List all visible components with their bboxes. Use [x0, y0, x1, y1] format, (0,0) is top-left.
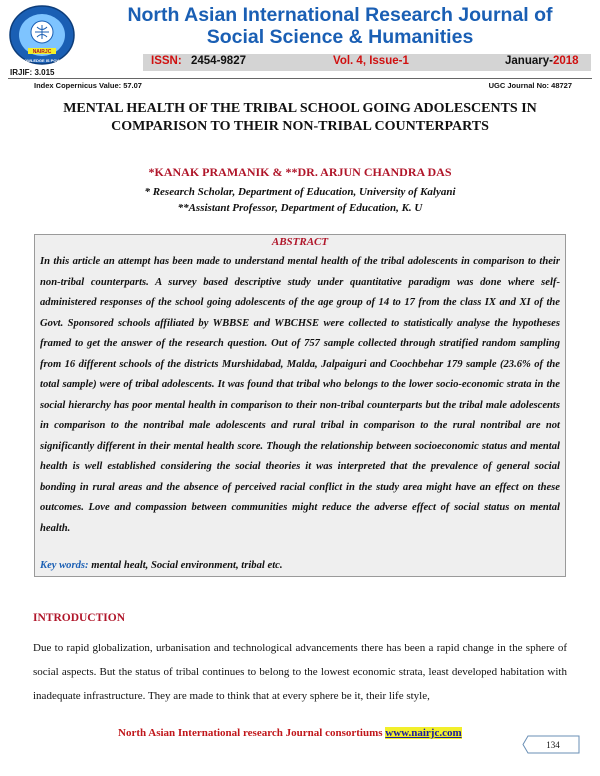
page-number-badge	[522, 733, 580, 755]
svg-text:NAIRJC: NAIRJC	[32, 49, 52, 55]
issue-year: 2018	[552, 55, 579, 67]
issn-value: 2454-9827	[191, 55, 246, 67]
page-number: 134	[546, 740, 560, 750]
journal-title-line1: North Asian International Research Journal of	[127, 4, 553, 26]
keywords-list: mental healt, Social environment, tribal etc.	[88, 560, 283, 571]
volume-issue: Vol. 4, Issue-1	[333, 55, 409, 67]
abstract-text: In this article an attempt has been made to understand mental health of the tribal adolescents in comparison to their non-tribal counterparts. A survey based descriptive study under quantitative paradigm was done where self-administered responses of the school going adolescents of the age group of 14 to 17 from the class IX and XI of the Govt. Sponsored schools affiliated by WBBSE and WBCHSE were collected to statistically analyse the hypotheses framed to get the answer of the research question. Out of 757 sample collected through stratified random sampling from 16 different schools of the districts Murshidabad, Malda, Jalpaiguri and Coochbehar 179 sample (23.6% of the total sample) were of tribal adolescents. It was found that tribal who belongs to the lower socio-economic strata in the social hierarchy has poor mental health in comparison to their non-tribal counterparts but the tribal male adolescents in comparison to the nontribal male adolescents and rural tribal in comparison to the rural nontribal are not significantly different in their mental health score. Though the relationship between socioeconomic status and mental health is well established considering the social theories it was interpreted that the prevalence of general social bonding in rural areas and the absence of perceived racial conflict in the study area might have an effect on these outcomes. Love and compassion between communities might reduce the adverse effect of social status on mental health.	[40, 256, 560, 534]
issn-label: ISSN:	[151, 55, 182, 67]
keywords-label: Key words:	[40, 560, 89, 571]
affiliation-2: **Assistant Professor, Department of Education, K. U	[177, 202, 423, 214]
authors: *KANAK PRAMANIK & **DR. ARJUN CHANDRA DAS	[148, 165, 452, 179]
ugc-journal-no: UGC Journal No: 48727	[488, 81, 572, 90]
svg-text:KNOWLEDGE IS POWER: KNOWLEDGE IS POWER	[18, 58, 66, 63]
footer-text: North Asian International research Journal consortiums	[118, 727, 386, 739]
journal-title	[110, 4, 570, 48]
index-copernicus: Index Copernicus Value: 57.07	[34, 81, 142, 90]
introduction-text: Due to rapid globalization, urbanisation and technological advancements there has been a rapid change in the sphere of social aspects. But the status of tribal continues to belong to the lowest economic strata, least developed habitation with inadequate infrastructure. They are made to think that at every sphere be it, their life style,	[33, 642, 567, 702]
header-divider	[8, 78, 592, 79]
abstract-heading: ABSTRACT	[271, 236, 329, 248]
keywords	[40, 560, 283, 571]
introduction-heading: INTRODUCTION	[33, 612, 126, 624]
paper-title-line2: COMPARISON TO THEIR NON-TRIBAL COUNTERPARTS	[111, 119, 489, 134]
issue-info-bar	[143, 54, 591, 71]
footer-link[interactable]: www.nairjc.com	[385, 727, 462, 739]
irjif-value: IRJIF: 3.015	[10, 68, 55, 77]
issue-date	[505, 55, 579, 67]
affiliation-1: * Research Scholar, Department of Education, University of Kalyani	[144, 186, 456, 198]
paper-title	[40, 100, 560, 136]
footer	[118, 727, 462, 739]
journal-title-line2: Social Science & Humanities	[206, 26, 474, 48]
journal-logo-icon	[8, 4, 76, 66]
paper-title-line1: MENTAL HEALTH OF THE TRIBAL SCHOOL GOING ADOLESCENTS IN	[63, 101, 537, 116]
issue-month: January-	[505, 55, 553, 67]
